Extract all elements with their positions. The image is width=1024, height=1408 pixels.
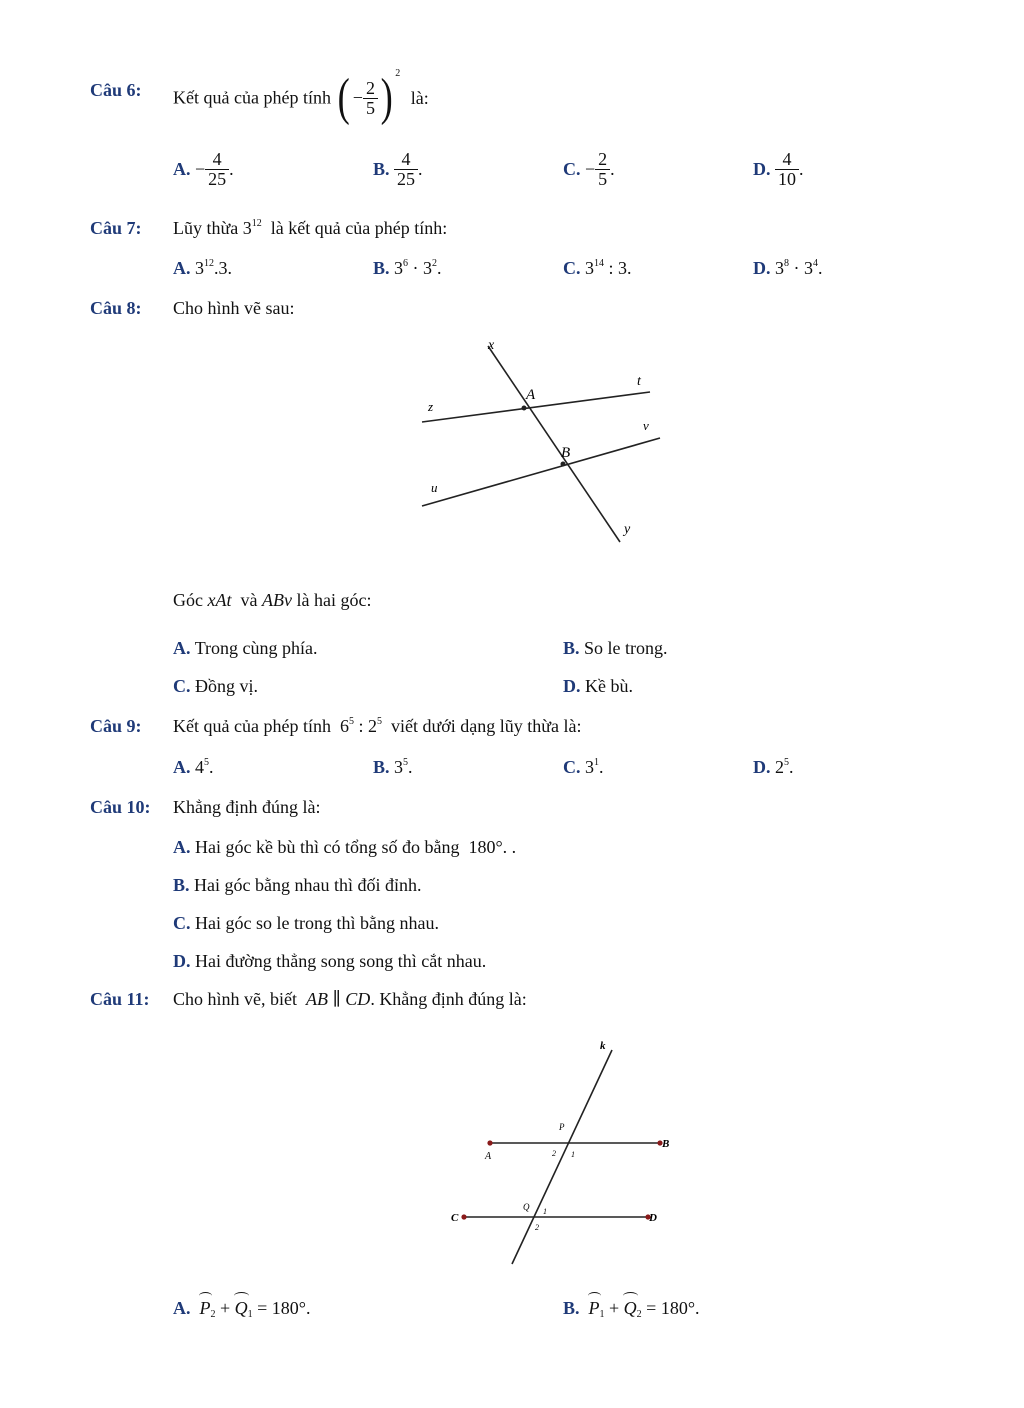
q10-option-b[interactable]: B. Hai góc bằng nhau thì đối đỉnh. — [173, 875, 422, 895]
q8-option-d[interactable]: D. Kề bù. — [563, 676, 633, 696]
label-u: u — [431, 480, 438, 495]
q11-option-a[interactable]: A. $P_2 + Q_1 = 180^\circ$. — [173, 1298, 311, 1320]
q10-option-d[interactable]: D. Hai đường thẳng song song thì cắt nhau. — [173, 951, 487, 971]
label-d: D — [649, 1212, 657, 1224]
transversal-xy — [488, 346, 620, 542]
point-c — [461, 1214, 466, 1219]
question-10-prompt: Khẳng định đúng là: — [173, 797, 321, 817]
q7-option-a[interactable]: A. $3^{12}.3$. — [173, 258, 232, 278]
question-9: Câu 9: — [90, 716, 142, 736]
point-a — [522, 406, 527, 411]
q11-option-b[interactable]: B. $P_1 + Q_2 = 180^\circ$. — [563, 1298, 700, 1320]
label-b: B — [662, 1138, 670, 1150]
label-t: t — [637, 374, 641, 389]
q9-option-b[interactable]: B. $3^5$. — [373, 757, 413, 777]
question-8-prompt: Cho hình vẽ sau: — [173, 298, 295, 318]
q7-option-c[interactable]: C. $3^{14}$ : 3. — [563, 258, 632, 278]
question-label: Câu 6: — [90, 80, 142, 100]
question-7: Câu 7: — [90, 218, 142, 238]
q10-option-c[interactable]: C. Hai góc so le trong thì bằng nhau. — [173, 913, 439, 933]
label-a: A — [526, 387, 536, 403]
q8-option-c[interactable]: C. Đồng vị. — [173, 676, 258, 696]
q10-option-a[interactable]: A. Hai góc kề bù thì có tổng số đo bằng 180°. . — [173, 837, 517, 857]
label-q1: 1 — [543, 1207, 547, 1216]
label-p: P — [559, 1122, 565, 1132]
question-8: Câu 8: — [90, 298, 142, 318]
fraction: $\frac{2}{5}$ — [363, 79, 378, 118]
question-11: Câu 11: — [90, 989, 150, 1009]
q9-option-c[interactable]: C. $3^1$. — [563, 757, 604, 777]
label-x: x — [488, 338, 495, 353]
point-a — [487, 1140, 492, 1145]
label-y: y — [624, 522, 631, 537]
question-10: Câu 10: — [90, 797, 151, 817]
label-v: v — [643, 418, 649, 433]
q6-option-a[interactable]: A. − $\frac{4}{25}$ . — [173, 149, 234, 189]
label-b: B — [561, 445, 571, 461]
transversal-k — [512, 1050, 612, 1264]
label-q2: 2 — [535, 1223, 539, 1232]
q9-option-d[interactable]: D. $2^5$. — [753, 757, 794, 777]
label-z: z — [428, 399, 434, 414]
q7-option-b[interactable]: B. $3^6 \cdot 3^2$. — [373, 258, 442, 278]
question-8-subprompt: Góc xAt và ABv là hai góc: — [173, 590, 372, 610]
label-a: A — [485, 1151, 492, 1162]
q9-option-a[interactable]: A. $4^5$. — [173, 757, 214, 777]
question-6-prompt: Kết quả của phép tính ( − $\frac{2}{5}$ ) $^2$ là: — [173, 68, 429, 126]
label-k: k — [600, 1040, 606, 1052]
point-b — [561, 462, 566, 467]
line-uv — [422, 438, 660, 506]
parallel-lines-figure-11 — [440, 1030, 680, 1275]
q7-option-d[interactable]: D. $3^8 \cdot 3^4$. — [753, 258, 823, 278]
q6-option-b[interactable]: B. $\frac{4}{25}$ . — [373, 149, 423, 189]
label-p1: 1 — [571, 1150, 575, 1159]
label-q: Q — [523, 1202, 530, 1212]
q6-option-d[interactable]: D. $\frac{4}{10}$ . — [753, 149, 804, 189]
question-11-prompt: Cho hình vẽ, biết AB ∥ CD. Khẳng định đúng là: — [173, 989, 527, 1009]
question-9-prompt: Kết quả của phép tính $6^5$ : $2^5$ viết dưới dạng lũy thừa là: — [173, 716, 582, 736]
q6-option-c[interactable]: C. − $\frac{2}{5}$ . — [563, 149, 615, 189]
q8-option-a[interactable]: A. Trong cùng phía. — [173, 638, 318, 658]
label-p2: 2 — [552, 1149, 556, 1158]
question-7-prompt: Lũy thừa $3^{12}$ là kết quả của phép tính: — [173, 218, 448, 238]
label-c: C — [451, 1212, 459, 1224]
question-6 — [90, 80, 142, 101]
q8-option-b[interactable]: B. So le trong. — [563, 638, 668, 658]
parallel-lines-figure-8 — [410, 330, 670, 550]
